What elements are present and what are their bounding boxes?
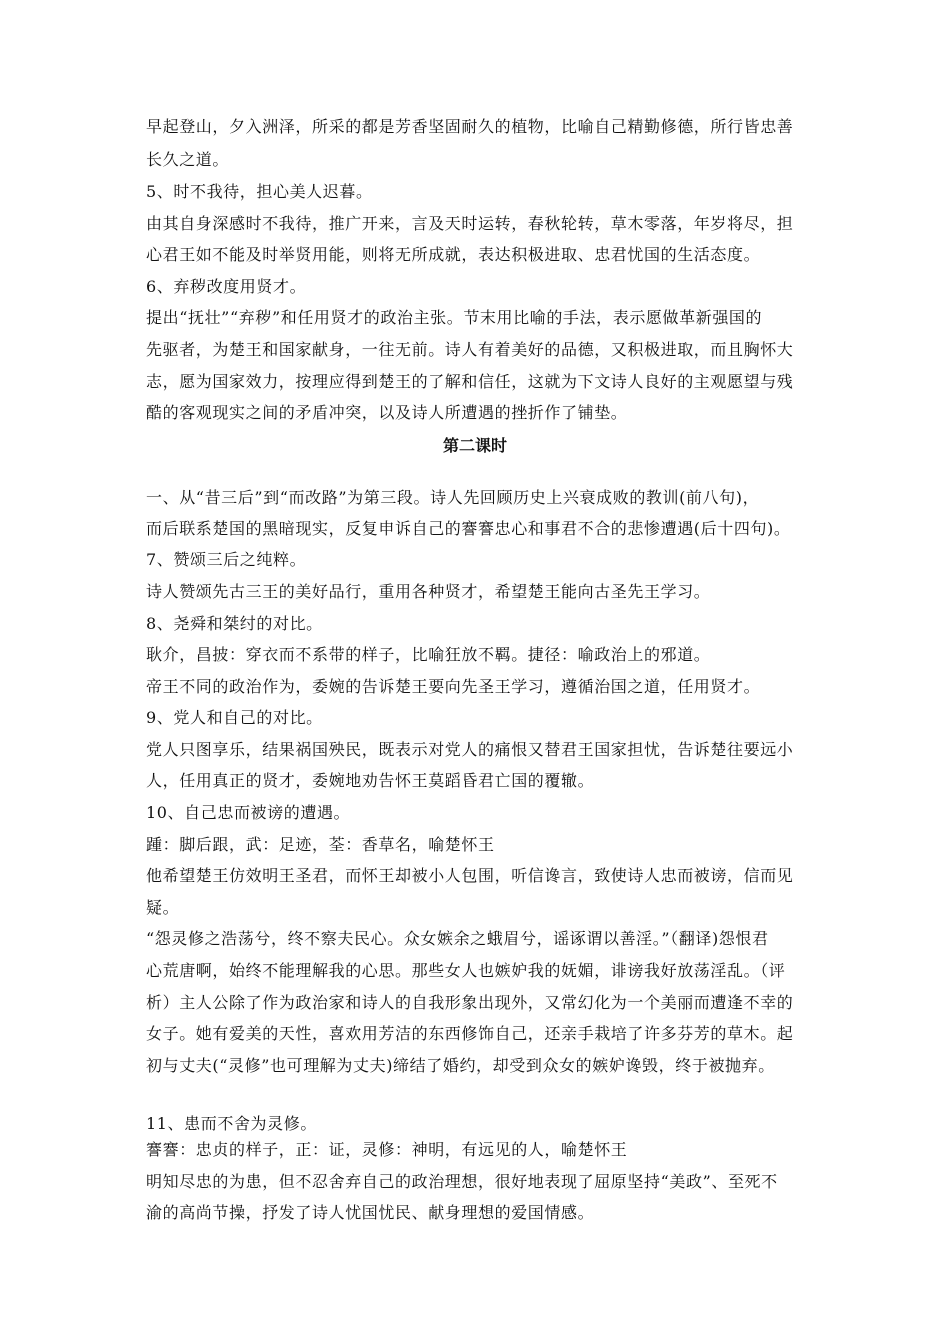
list-item: 7、赞颂三后之纯粹。 <box>146 550 307 569</box>
text-line: 而后联系楚国的黑暗现实，反复申诉自己的謇謇忠心和事君不合的悲惨遭遇(后十四句)。 <box>146 519 791 538</box>
text-line: 謇謇：忠贞的样子，正：证，灵修：神明，有远见的人，喻楚怀王 <box>146 1140 628 1159</box>
text-line: 酷的客观现实之间的矛盾冲突，以及诗人所遭遇的挫折作了铺垫。 <box>146 403 628 422</box>
text-line: 早起登山，夕入洲泽，所采的都是芳香坚固耐久的植物，比喻自己精勤修德，所行皆忠善 <box>146 117 794 136</box>
text-line: 志，愿为国家效力，按理应得到楚王的了解和信任，这就为下文诗人良好的主观愿望与残 <box>146 372 794 391</box>
text-line: 心君王如不能及时举贤用能，则将无所成就，表达积极进取、忠君忧国的生活态度。 <box>146 245 761 264</box>
text-line: 明知尽忠的为患，但不忍舍弃自己的政治理想，很好地表现了屈原坚持“美政”、至死不 <box>146 1172 778 1191</box>
text-line: 人，任用真正的贤才，委婉地劝告怀王莫蹈昏君亡国的覆辙。 <box>146 771 595 790</box>
text-line: 由其自身深感时不我待，推广开来，言及天时运转，春秋轮转，草木零落，年岁将尽，担 <box>146 214 794 233</box>
text-line: 先驱者，为楚王和国家献身，一往无前。诗人有着美好的品德，又积极进取，而且胸怀大 <box>146 340 794 359</box>
list-item: 8、尧舜和桀纣的对比。 <box>146 614 323 633</box>
text-line: 女子。她有爱美的天性，喜欢用芳洁的东西修饰自己，还亲手栽培了许多芬芳的草木。起 <box>146 1024 794 1043</box>
text-line: 疑。 <box>146 898 180 917</box>
text-line: 渝的高尚节操，抒发了诗人忧国忧民、献身理想的爱国情感。 <box>146 1203 595 1222</box>
text-line: 诗人赞颂先古三王的美好品行，重用各种贤才，希望楚王能向古圣先王学习。 <box>146 582 711 601</box>
text-line: 踵：脚后跟，武：足迹，荃：香草名，喻楚怀王 <box>146 835 495 854</box>
list-item: 5、时不我待，担心美人迟暮。 <box>146 182 373 201</box>
text-line: 党人只图享乐，结果祸国殃民，既表示对党人的痛恨又替君王国家担忧，告诉楚往要远小 <box>146 740 794 759</box>
text-line: “怨灵修之浩荡兮，终不察夫民心。众女嫉余之蛾眉兮，谣诼谓以善淫。”（翻译)怨恨君 <box>146 929 769 948</box>
text-line: 帝王不同的政治作为，委婉的告诉楚王要向先圣王学习，遵循治国之道，任用贤才。 <box>146 677 761 696</box>
list-item: 6、弃秽改度用贤才。 <box>146 277 307 296</box>
text-line: 心荒唐啊，始终不能理解我的心思。那些女人也嫉妒我的妩媚，诽谤我好放荡淫乱。（评 <box>146 961 786 980</box>
text-line: 析）主人公除了作为政治家和诗人的自我形象出现外，又常幻化为一个美丽而遭逢不幸的 <box>146 993 794 1012</box>
section-heading: 第二课时 <box>442 436 507 455</box>
text-line: 提出“抚壮”“弃秽”和任用贤才的政治主张。节末用比喻的手法，表示愿做革新强国的 <box>146 308 763 327</box>
text-line: 长久之道。 <box>146 150 230 169</box>
text-line: 一、从“昔三后”到“而改路”为第三段。诗人先回顾历史上兴衰成败的教训(前八句)， <box>146 488 760 507</box>
list-item: 10、自己忠而被谤的遭遇。 <box>146 803 351 822</box>
list-item: 9、党人和自己的对比。 <box>146 708 323 727</box>
text-line: 耿介，昌披：穿衣而不系带的样子，比喻狂放不羁。捷径：喻政治上的邪道。 <box>146 645 711 664</box>
text-line: 他希望楚王仿效明王圣君，而怀王却被小人包围，听信谗言，致使诗人忠而被谤，信而见 <box>146 866 794 885</box>
list-item: 11、患而不舍为灵修。 <box>146 1114 317 1133</box>
text-line: 初与丈夫(“灵修”也可理解为丈夫)缔结了婚约，却受到众女的嫉妒谗毁，终于被抛弃。 <box>146 1056 775 1075</box>
